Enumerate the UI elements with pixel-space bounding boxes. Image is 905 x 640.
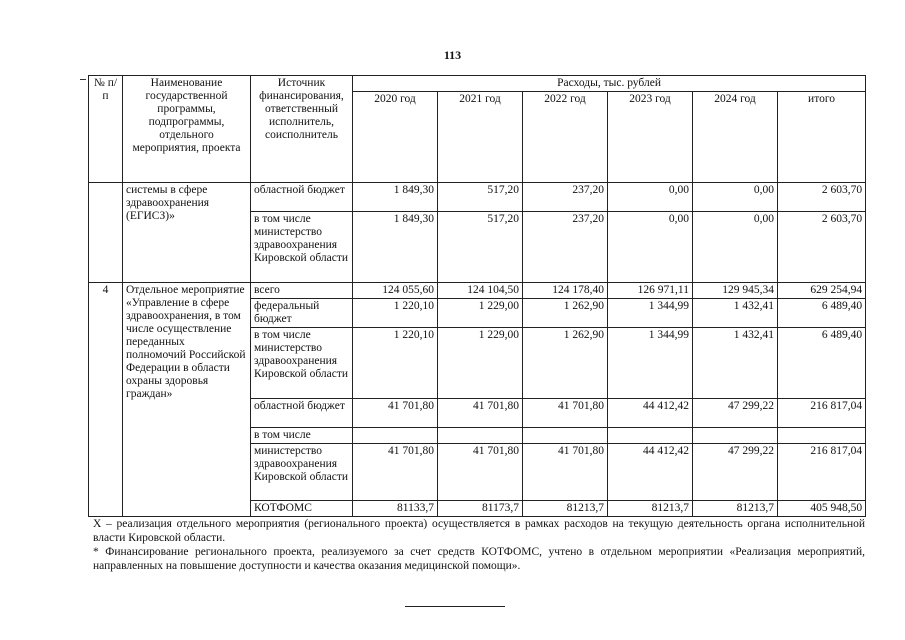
cell-value: 41 701,80 bbox=[523, 444, 608, 501]
cell-value: 1 220,10 bbox=[353, 328, 438, 399]
cell-value: 216 817,04 bbox=[778, 444, 866, 501]
cell-value: 124 055,60 bbox=[353, 283, 438, 299]
cell-value: 405 948,50 bbox=[778, 501, 866, 517]
cell-value bbox=[608, 428, 693, 444]
row-num: 4 bbox=[89, 283, 123, 517]
cell-value: 0,00 bbox=[693, 183, 778, 212]
row-source: в том числе bbox=[251, 428, 353, 444]
cell-value bbox=[523, 428, 608, 444]
cell-value: 0,00 bbox=[693, 212, 778, 283]
page-number: 113 bbox=[443, 48, 462, 62]
header-expenses: Расходы, тыс. рублей bbox=[353, 76, 866, 92]
cell-value: 1 849,30 bbox=[353, 183, 438, 212]
cell-value: 1 229,00 bbox=[438, 299, 523, 328]
cell-value: 237,20 bbox=[523, 212, 608, 283]
table-row bbox=[89, 283, 866, 299]
cell-value bbox=[438, 428, 523, 444]
cell-value: 517,20 bbox=[438, 212, 523, 283]
cell-value: 0,00 bbox=[608, 212, 693, 283]
cell-value: 1 344,99 bbox=[608, 328, 693, 399]
cell-value: 124 178,40 bbox=[523, 283, 608, 299]
cell-value bbox=[353, 428, 438, 444]
cell-value: 81213,7 bbox=[693, 501, 778, 517]
cell-value: 6 489,40 bbox=[778, 328, 866, 399]
cell-value: 1 262,90 bbox=[523, 328, 608, 399]
cell-value: 1 220,10 bbox=[353, 299, 438, 328]
row-source: КОТФОМС bbox=[251, 501, 353, 517]
row-source: всего bbox=[251, 283, 353, 299]
row-source: в том числе министерство здравоохранения Кировской области bbox=[251, 212, 353, 283]
cell-value: 81213,7 bbox=[523, 501, 608, 517]
cell-value: 1 432,41 bbox=[693, 299, 778, 328]
cell-value: 6 489,40 bbox=[778, 299, 866, 328]
cell-value: 1 432,41 bbox=[693, 328, 778, 399]
cell-value: 1 262,90 bbox=[523, 299, 608, 328]
cell-value: 81173,7 bbox=[438, 501, 523, 517]
cell-value: 2 603,70 bbox=[778, 212, 866, 283]
cell-value: 0,00 bbox=[608, 183, 693, 212]
row-source: федеральный бюджет bbox=[251, 299, 353, 328]
cell-value: 216 817,04 bbox=[778, 399, 866, 428]
cell-value: 2 603,70 bbox=[778, 183, 866, 212]
cell-value: 47 299,22 bbox=[693, 444, 778, 501]
row-source: областной бюджет bbox=[251, 399, 353, 428]
header-year: 2023 год bbox=[608, 92, 693, 183]
cell-value: 81133,7 bbox=[353, 501, 438, 517]
cell-value: 41 701,80 bbox=[438, 399, 523, 428]
cell-value: 41 701,80 bbox=[438, 444, 523, 501]
table-row bbox=[89, 183, 866, 212]
margin-mark bbox=[80, 79, 86, 80]
footnote: * Финансирование регионального проекта, реализуемого за счет средств КОТФОМС, учтено в отдельном мероприятии «Реализация мероприятий, направленных на повышение доступности и качества оказания медицинской помощи». bbox=[93, 546, 865, 572]
budget-table bbox=[88, 75, 866, 517]
row-num bbox=[89, 183, 123, 283]
cell-value: 1 849,30 bbox=[353, 212, 438, 283]
cell-value bbox=[778, 428, 866, 444]
footnotes bbox=[93, 517, 865, 573]
header-year: 2022 год bbox=[523, 92, 608, 183]
cell-value: 41 701,80 bbox=[523, 399, 608, 428]
cell-value: 517,20 bbox=[438, 183, 523, 212]
header-source: Источник финансирования, ответственный исполнитель, соисполнитель bbox=[251, 76, 353, 183]
header-year: 2024 год bbox=[693, 92, 778, 183]
cell-value: 44 412,42 bbox=[608, 399, 693, 428]
cell-value: 629 254,94 bbox=[778, 283, 866, 299]
header-total: итого bbox=[778, 92, 866, 183]
cell-value: 126 971,11 bbox=[608, 283, 693, 299]
footer-rule bbox=[405, 606, 505, 607]
row-source: министерство здравоохранения Кировской области bbox=[251, 444, 353, 501]
header-num: № п/п bbox=[89, 76, 123, 183]
footnote: X – реализация отдельного мероприятия (регионального проекта) осуществляется в рамках расходов на текущую деятельность органа исполнительной власти Кировской области. bbox=[93, 518, 865, 544]
cell-value: 237,20 bbox=[523, 183, 608, 212]
cell-value: 124 104,50 bbox=[438, 283, 523, 299]
cell-value: 44 412,42 bbox=[608, 444, 693, 501]
header-row bbox=[89, 76, 866, 92]
header-name: Наименование государственной программы, подпрограммы, отдельного мероприятия, проекта bbox=[123, 76, 251, 183]
cell-value: 1 229,00 bbox=[438, 328, 523, 399]
cell-value: 1 344,99 bbox=[608, 299, 693, 328]
cell-value: 41 701,80 bbox=[353, 399, 438, 428]
row-name: системы в сфере здравоохранения (ЕГИСЗ)» bbox=[123, 183, 251, 283]
cell-value: 129 945,34 bbox=[693, 283, 778, 299]
cell-value: 47 299,22 bbox=[693, 399, 778, 428]
header-year: 2021 год bbox=[438, 92, 523, 183]
cell-value: 41 701,80 bbox=[353, 444, 438, 501]
row-source: в том числе министерство здравоохранения Кировской области bbox=[251, 328, 353, 399]
header-year: 2020 год bbox=[353, 92, 438, 183]
row-name: Отдельное мероприятие «Управление в сфере здравоохранения, в том числе осуществление переданных полномочий Российской Федерации в области охраны здоровья граждан» bbox=[123, 283, 251, 517]
row-source: областной бюджет bbox=[251, 183, 353, 212]
cell-value bbox=[693, 428, 778, 444]
cell-value: 81213,7 bbox=[608, 501, 693, 517]
